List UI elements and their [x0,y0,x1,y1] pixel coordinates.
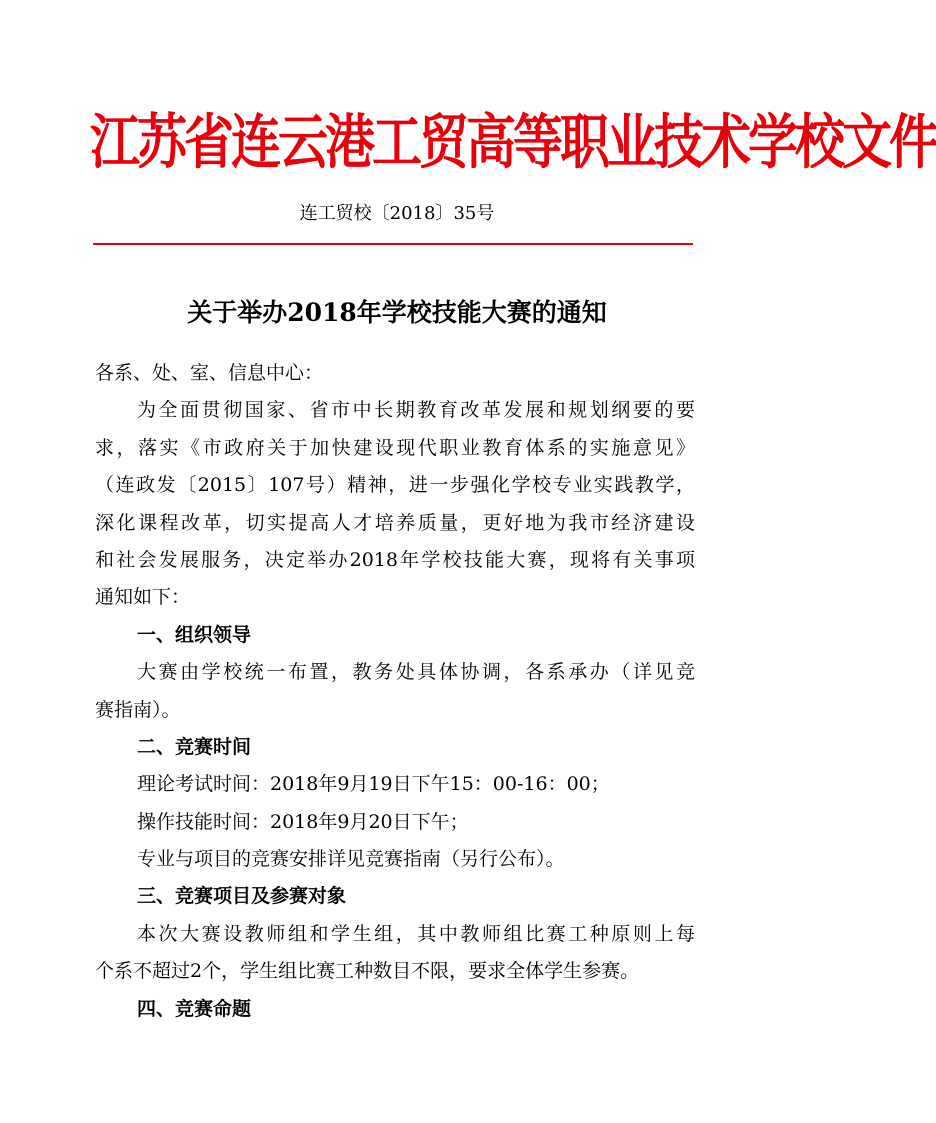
section-line: 专业与项目的竞赛安排详见竞赛指南（另行公布）。 [137,848,565,871]
intro-line: 为全面贯彻国家、省市中长期教育改革发展和规划纲要的要 [137,399,695,422]
section-heading-time: 二、竞赛时间 [137,735,252,758]
notice-body [95,355,695,1028]
section-line: 理论考试时间：2018年9月19日下午15：00-16：00； [137,773,610,796]
section-heading-events: 三、竞赛项目及参赛对象 [137,885,347,908]
salutation: 各系、处、室、信息中心： [95,362,324,384]
header-red-divider [93,243,693,245]
intro-line: 通知如下： [95,586,191,609]
intro-line: 和社会发展服务，决定举办2018年学校技能大赛，现将有关事项 [95,548,695,571]
section-line: 赛指南）。 [95,698,181,721]
intro-line: 求，落实《市政府关于加快建设现代职业教育体系的实施意见》 [95,436,695,459]
section-line: 大赛由学校统一布置，教务处具体协调，各系承办（详见竞 [137,661,695,684]
notice-title: 关于举办2018年学校技能大赛的通知 [187,298,607,327]
document-number: 连工贸校〔2018〕35号 [299,203,495,224]
org-header-title: 江苏省连云港工贸高等职业技术学校文件 [90,107,936,177]
section-heading-questions: 四、竞赛命题 [137,997,252,1020]
intro-line: （连政发〔2015〕107号）精神，进一步强化学校专业实践教学， [95,474,695,497]
section-line: 个系不超过2个，学生组比赛工种数目不限，要求全体学生参赛。 [95,960,640,983]
section-heading-organization: 一、组织领导 [137,623,252,646]
section-line: 操作技能时间：2018年9月20日下午； [137,810,469,833]
intro-line: 深化课程改革，切实提高人才培养质量，更好地为我市经济建设 [95,511,695,534]
section-line: 本次大赛设教师组和学生组，其中教师组比赛工种原则上每 [137,922,695,945]
